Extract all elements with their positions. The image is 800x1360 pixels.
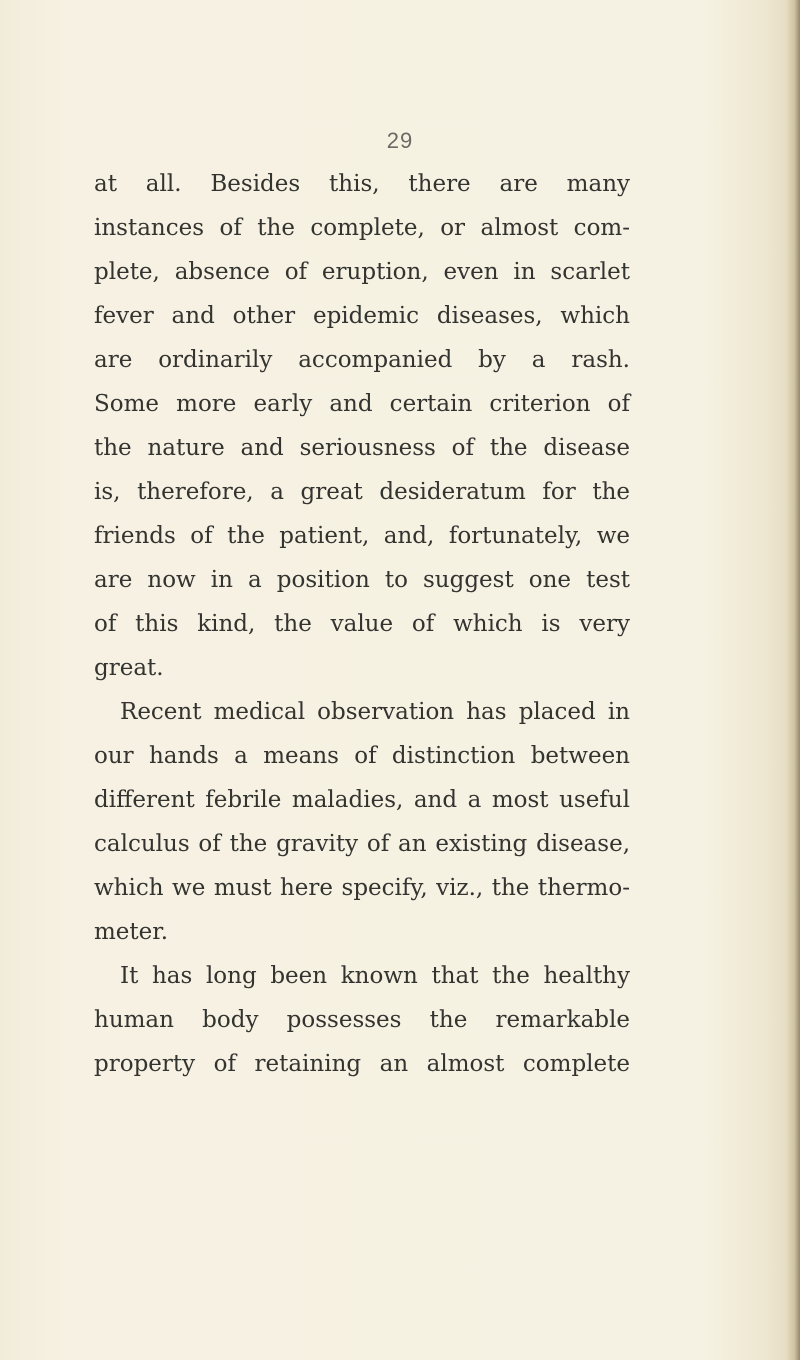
text-line: are now in a position to suggest one test [94, 567, 630, 593]
page-number: 29 [386, 128, 414, 153]
text-line: great. [94, 655, 164, 681]
text-line: friends of the patient, and, fortunately, we [94, 523, 630, 549]
text-line: at all. Besides this, there are many [94, 171, 630, 197]
text-line: is, therefore, a great desideratum for the [94, 479, 630, 505]
text-line: fever and other epidemic diseases, which [94, 303, 630, 329]
text-line: Recent medical observation has placed in [120, 699, 630, 725]
text-line: of this kind, the value of which is very [94, 611, 630, 637]
text-line: calculus of the gravity of an existing disease, [94, 831, 630, 857]
body-text [94, 162, 630, 1086]
text-line: the nature and seriousness of the disease [94, 435, 630, 461]
text-line: our hands a means of distinction between [94, 743, 630, 769]
text-line: Some more early and certain criterion of [94, 391, 630, 417]
text-line: plete, absence of eruption, even in scarlet [94, 259, 630, 285]
text-line: meter. [94, 919, 169, 945]
text-line: property of retaining an almost complete [94, 1051, 630, 1077]
page-edge-shadow [786, 0, 800, 1360]
text-line: are ordinarily accompanied by a rash. [94, 347, 630, 373]
text-line: human body possesses the remarkable [94, 1007, 630, 1033]
text-line: which we must here specify, viz., the thermo- [94, 875, 630, 901]
text-line: different febrile maladies, and a most useful [94, 787, 630, 813]
text-line: instances of the complete, or almost com- [94, 215, 630, 241]
text-line: It has long been known that the healthy [120, 963, 630, 989]
